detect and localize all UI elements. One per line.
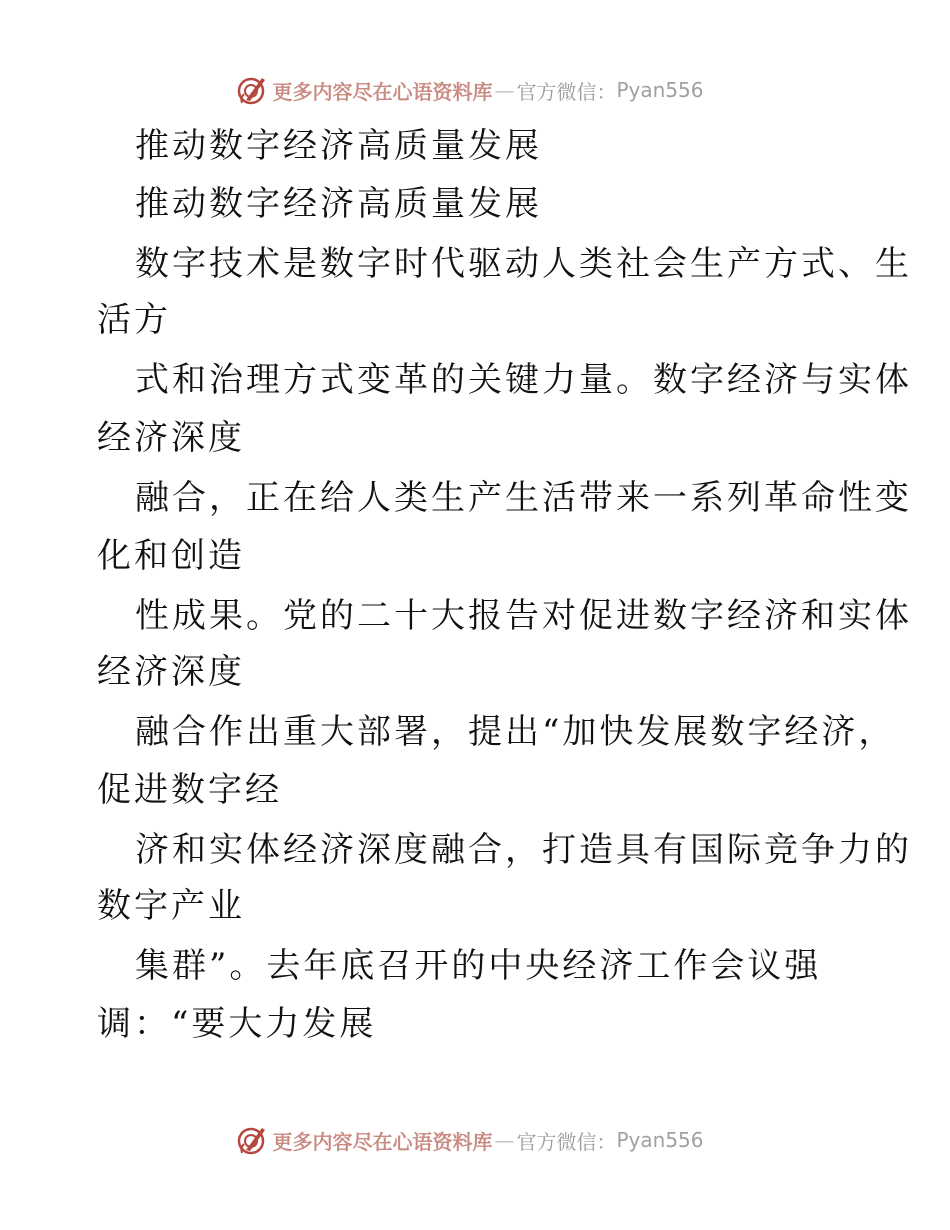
brush-logo-icon — [236, 74, 268, 106]
paragraph-line-wrap: 数字产业 — [97, 886, 245, 926]
paragraph-line: 济和实体经济深度融合，打造具有国际竞争力的 — [135, 830, 912, 870]
brush-logo-icon — [236, 1124, 268, 1156]
wechat-id: Pyan556 — [616, 1128, 704, 1152]
banner-separator: — — [494, 78, 515, 102]
paragraph-line: 融合作出重大部署，提出“加快发展数字经济， — [135, 712, 896, 752]
paragraph-line-wrap: 活方 — [97, 300, 171, 340]
banner-separator: — — [494, 1128, 515, 1152]
promo-text: 更多内容尽在心语资料库 — [272, 79, 493, 104]
doc-title-line: 推动数字经济高质量发展 — [135, 126, 542, 166]
footer-banner — [0, 1120, 950, 1160]
paragraph-line-wrap: 调：“要大力发展 — [97, 1004, 377, 1044]
paragraph-line-wrap: 经济深度 — [97, 418, 245, 458]
paragraph-line: 融合，正在给人类生产生活带来一系列革命性变 — [135, 478, 912, 518]
official-label: 官方微信： — [516, 79, 617, 104]
paragraph-line-wrap: 促进数字经 — [97, 770, 282, 810]
footer-banner-inner — [236, 1124, 703, 1156]
paragraph-line: 数字技术是数字时代驱动人类社会生产方式、生 — [135, 244, 912, 284]
official-label: 官方微信： — [516, 1129, 617, 1154]
header-banner-inner — [236, 74, 703, 106]
doc-subtitle-line: 推动数字经济高质量发展 — [135, 184, 542, 224]
wechat-id: Pyan556 — [616, 78, 704, 102]
promo-text: 更多内容尽在心语资料库 — [272, 1129, 493, 1154]
paragraph-line: 集群”。去年底召开的中央经济工作会议强 — [135, 946, 822, 986]
header-banner — [0, 70, 950, 110]
paragraph-line-wrap: 经济深度 — [97, 652, 245, 692]
paragraph-line: 式和治理方式变革的关键力量。数字经济与实体 — [135, 360, 912, 400]
paragraph-line-wrap: 化和创造 — [97, 536, 245, 576]
paragraph-line: 性成果。党的二十大报告对促进数字经济和实体 — [135, 596, 912, 636]
